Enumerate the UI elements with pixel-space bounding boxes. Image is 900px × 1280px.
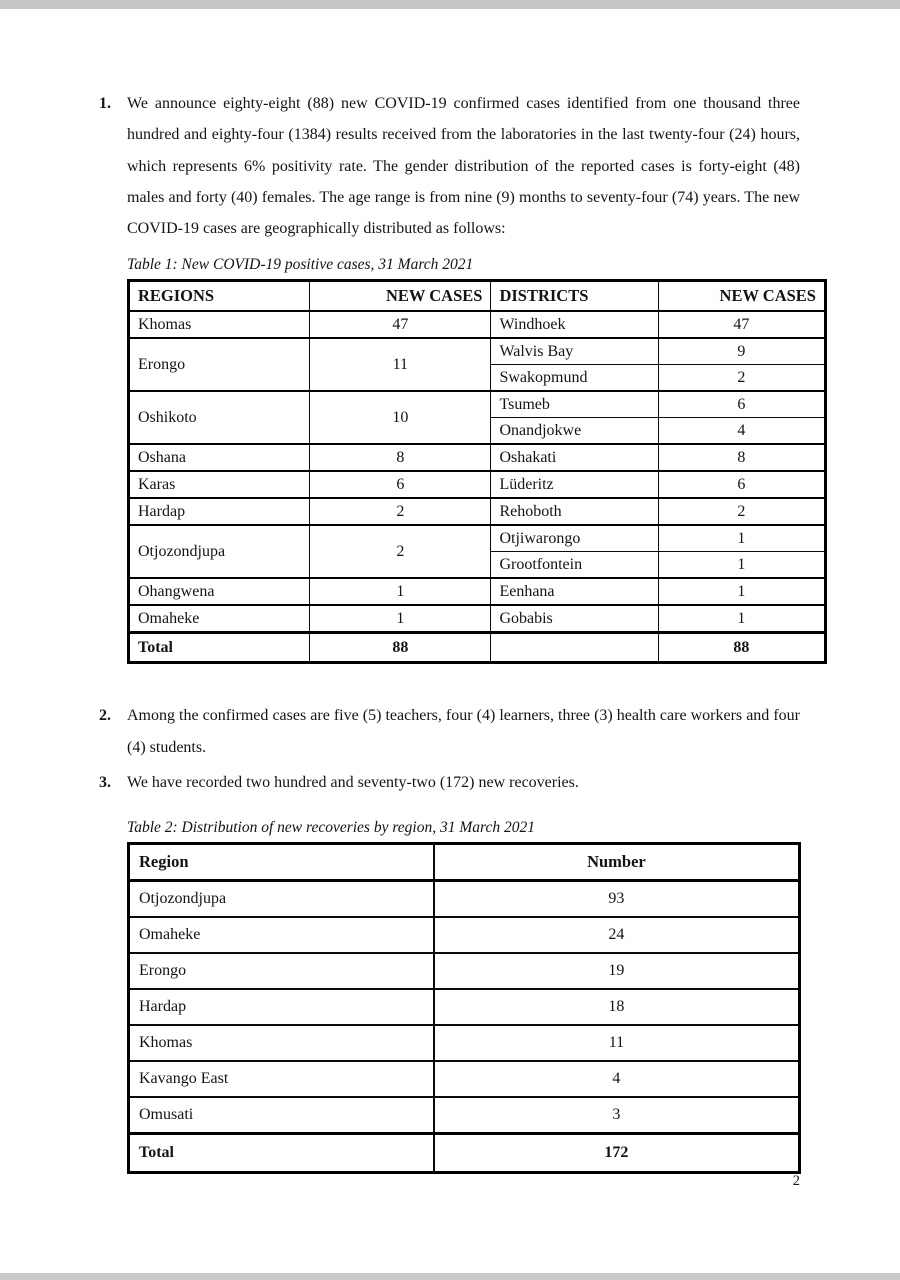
table-row [129,1097,800,1134]
district-name: Eenhana [491,578,658,605]
table2-header-region: Region [129,844,434,881]
region-cases: 11 [310,338,491,391]
region-name: Khomas [129,311,310,338]
district-name: Onandjokwe [491,418,658,445]
total-label: Total [129,633,310,663]
recovery-number: 18 [434,989,800,1025]
region-cases: 10 [310,391,491,444]
region-cases: 2 [310,498,491,525]
table-row [129,1061,800,1097]
table-row [129,605,826,633]
district-name: Gobabis [491,605,658,633]
recovery-region: Khomas [129,1025,434,1061]
paragraph-3-text: We have recorded two hundred and seventy-two (172) new recoveries. [127,774,579,792]
district-cases: 6 [658,471,825,498]
recovery-region: Kavango East [129,1061,434,1097]
recovery-number: 4 [434,1061,800,1097]
district-cases: 4 [658,418,825,445]
recovery-number: 11 [434,1025,800,1061]
district-cases: 2 [658,498,825,525]
table-row [129,917,800,953]
region-cases: 1 [310,605,491,633]
region-name: Karas [129,471,310,498]
list-marker-3: 3. [99,774,111,792]
empty-cell [491,633,658,663]
table-row [129,471,826,498]
table1-total-row [129,633,826,663]
table-row [129,311,826,338]
district-cases: 1 [658,578,825,605]
recovery-region: Omaheke [129,917,434,953]
district-cases: 1 [658,552,825,579]
table-row [129,525,826,552]
district-cases: 6 [658,391,825,418]
region-name: Oshana [129,444,310,471]
scan-edge-top [0,0,900,9]
district-cases: 47 [658,311,825,338]
region-cases: 1 [310,578,491,605]
table-row [129,881,800,918]
paragraph-3 [99,767,800,798]
table-row [129,391,826,418]
region-name: Omaheke [129,605,310,633]
list-marker-2: 2. [99,707,111,725]
paragraph-2 [99,700,800,763]
scan-edge-bottom [0,1273,900,1280]
table1-header-new-cases-2: NEW CASES [658,281,825,312]
district-cases: 1 [658,525,825,552]
region-name: Erongo [129,338,310,391]
recovery-region: Otjozondjupa [129,881,434,918]
table-row [129,953,800,989]
region-name: Hardap [129,498,310,525]
region-name: Ohangwena [129,578,310,605]
recovery-number: 19 [434,953,800,989]
table2-recoveries [127,842,801,1174]
table1-header-regions: REGIONS [129,281,310,312]
district-name: Windhoek [491,311,658,338]
district-name: Lüderitz [491,471,658,498]
recovery-region: Omusati [129,1097,434,1134]
region-cases: 47 [310,311,491,338]
total-district-cases: 88 [658,633,825,663]
paragraph-2-text: Among the confirmed cases are five (5) teachers, four (4) learners, three (3) health care workers and four (4) students. [127,707,800,756]
list-marker-1: 1. [99,95,111,112]
region-cases: 8 [310,444,491,471]
district-name: Walvis Bay [491,338,658,365]
recovery-region: Erongo [129,953,434,989]
total-number: 172 [434,1134,800,1173]
district-name: Rehoboth [491,498,658,525]
recovery-region: Hardap [129,989,434,1025]
region-name: Oshikoto [129,391,310,444]
table-row [129,338,826,365]
table2-total-row [129,1134,800,1173]
table1-new-cases [127,279,827,664]
district-cases: 9 [658,338,825,365]
district-name: Grootfontein [491,552,658,579]
table1-header-new-cases: NEW CASES [310,281,491,312]
table-row [129,444,826,471]
district-cases: 8 [658,444,825,471]
page-number: 2 [792,1173,800,1189]
recovery-number: 93 [434,881,800,918]
table2-header-row [129,844,800,881]
district-name: Tsumeb [491,391,658,418]
table2-header-number: Number [434,844,800,881]
table1-caption: Table 1: New COVID-19 positive cases, 31 March 2021 [127,256,474,274]
paragraph-1-text: We announce eighty-eight (88) new COVID-19 confirmed cases identified from one thousand three hundred and eighty-four (1384) results received from the laboratories in the last twenty-four (24) hours, which represents 6% positivity rate. The gender distribution of the reported cases is forty-eight (48) males and forty (40) females. The age range is from nine (9) months to seventy-four (74) years. The new COVID-19 cases are geographically distributed as follows: [127,95,800,238]
region-name: Otjozondjupa [129,525,310,578]
table1-header-row [129,281,826,312]
table2-caption: Table 2: Distribution of new recoveries by region, 31 March 2021 [127,819,535,837]
paragraph-1 [99,88,800,244]
total-label: Total [129,1134,434,1173]
district-name: Swakopmund [491,365,658,392]
region-cases: 6 [310,471,491,498]
district-cases: 1 [658,605,825,633]
district-name: Otjiwarongo [491,525,658,552]
table-row [129,498,826,525]
table-row [129,989,800,1025]
district-cases: 2 [658,365,825,392]
table1-header-districts: DISTRICTS [491,281,658,312]
region-cases: 2 [310,525,491,578]
recovery-number: 3 [434,1097,800,1134]
table-row [129,1025,800,1061]
recovery-number: 24 [434,917,800,953]
total-region-cases: 88 [310,633,491,663]
district-name: Oshakati [491,444,658,471]
table-row [129,578,826,605]
